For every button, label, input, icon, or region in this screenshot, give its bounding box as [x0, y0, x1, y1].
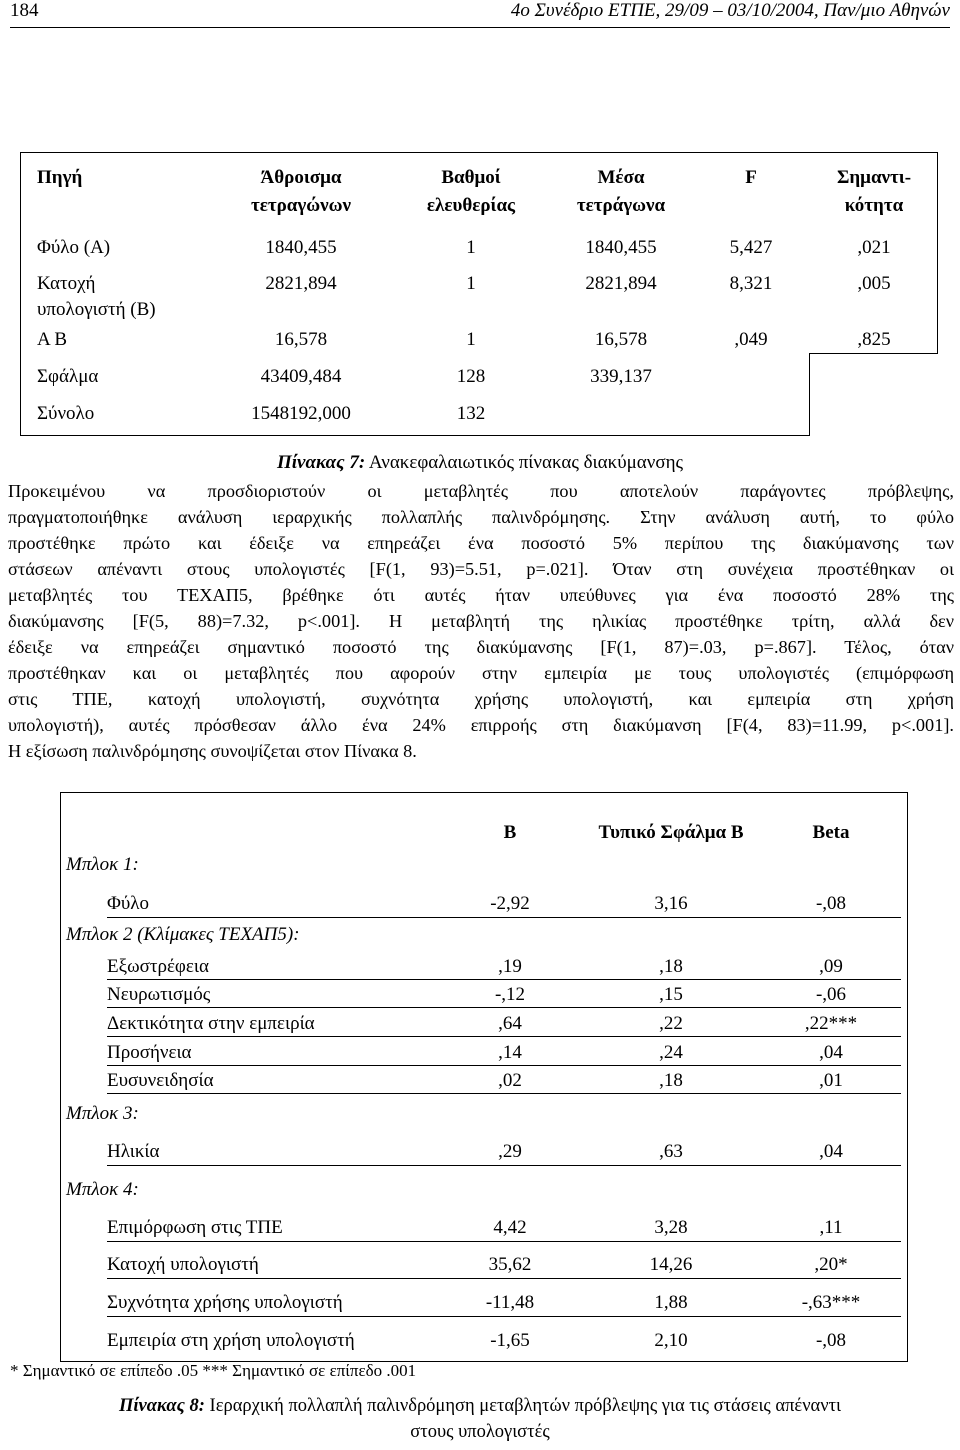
- row-label: Συχνότητα χρήσης υπολογιστή: [107, 1292, 343, 1313]
- row-ss: 43409,484: [260, 366, 342, 387]
- caption-text-cont: στους υπολογιστές: [410, 1422, 550, 1442]
- row-ss: 1840,455: [265, 237, 337, 258]
- row-ms: 2821,894: [585, 273, 657, 294]
- row-b: 4,42: [493, 1217, 527, 1238]
- row-se: ,22: [659, 1013, 683, 1034]
- row-beta: ,20*: [814, 1254, 848, 1275]
- header-sig-1: Σημαντι-: [836, 167, 912, 188]
- row-b: ,64: [498, 1013, 522, 1034]
- row-se: 1,88: [654, 1292, 688, 1313]
- caption-label: Πίνακας 8:: [118, 1396, 205, 1416]
- row-beta: -,08: [815, 1330, 847, 1351]
- paragraph-line: μεταβλητές του ΤΕΧΑΠ5, βρέθηκε ότι αυτές ήταν υπεύθυνες για ένα ποσοστό 28% της: [8, 585, 954, 605]
- row-underline: [107, 1093, 901, 1094]
- header-ss-1: Άθροισμα: [260, 167, 342, 188]
- paragraph-line: πραγματοποιήθηκε ανάλυση ιεραρχικής πολλαπλής παλινδρόμησης. Στην ανάλυση αυτή, το φύλο: [8, 507, 954, 527]
- paragraph-line: προστέθηκε πρώτο και έδειξε να επηρεάζει ένα ποσοστό 5% περίπου της διακύμανσης των: [8, 533, 954, 553]
- empty-sig-box: [809, 353, 938, 436]
- row-b: ,29: [498, 1141, 522, 1162]
- row-underline: [107, 1065, 901, 1066]
- header-source: Πηγή: [37, 167, 83, 188]
- header-ss-2: τετραγώνων: [250, 195, 352, 216]
- row-se: 3,16: [654, 893, 688, 914]
- row-label: Προσήνεια: [107, 1042, 192, 1063]
- row-se: 2,10: [654, 1330, 688, 1351]
- header-b: B: [503, 822, 517, 843]
- row-df: 1: [466, 273, 476, 294]
- row-df: 132: [456, 403, 486, 424]
- row-se: ,18: [659, 956, 683, 977]
- row-b: 35,62: [488, 1254, 532, 1275]
- row-source: A B: [37, 329, 68, 350]
- row-b: -,12: [494, 984, 526, 1005]
- paragraph-line: Η εξίσωση παλινδρόμησης συνοψίζεται στον Πίνακα 8.: [8, 741, 417, 761]
- caption-text: Ιεραρχική πολλαπλή παλινδρόμηση μεταβλητών πρόβλεψης για τις στάσεις απέναντι: [204, 1396, 842, 1416]
- row-underline: [107, 1278, 901, 1279]
- header-ms-1: Μέσα: [597, 167, 645, 188]
- row-se: ,63: [659, 1141, 683, 1162]
- header-sig-2: κότητα: [844, 195, 904, 216]
- row-beta: ,04: [819, 1042, 843, 1063]
- paragraph-line: προστέθηκαν και οι μεταβλητές που αφορούν στην εμπειρία με τους υπολογιστές (επιμόρφωση: [8, 663, 954, 683]
- row-b: -2,92: [490, 893, 530, 914]
- header-f: F: [745, 167, 757, 188]
- row-beta: -,63***: [801, 1292, 861, 1313]
- body-paragraph: [8, 478, 954, 764]
- row-df: 1: [466, 329, 476, 350]
- row-sig: ,021: [857, 237, 891, 258]
- row-label: Ευσυνειδησία: [107, 1070, 214, 1091]
- row-ss: 1548192,000: [251, 403, 351, 424]
- row-label: Ηλικία: [107, 1141, 160, 1162]
- row-underline: [107, 1036, 901, 1037]
- table-7-caption: [0, 452, 960, 474]
- caption-label: Πίνακας 7:: [276, 452, 366, 473]
- row-source: Σύνολο: [37, 403, 95, 424]
- row-ms: 339,137: [590, 366, 652, 387]
- row-underline: [107, 979, 901, 980]
- row-beta: ,04: [819, 1141, 843, 1162]
- row-ms: 16,578: [594, 329, 648, 350]
- row-label: Επιμόρφωση στις ΤΠΕ: [107, 1217, 283, 1238]
- row-se: ,15: [659, 984, 683, 1005]
- paragraph-line: στάσεων απέναντι στους υπολογιστές [F(1, 93)=5.51, p=.021]. Όταν στη συνέχεια προστέθηκαν οι: [8, 559, 954, 579]
- row-label: Εξωστρέφεια: [107, 956, 209, 977]
- row-b: -11,48: [485, 1292, 535, 1313]
- table-8-caption: [0, 1393, 960, 1445]
- row-sig: ,825: [857, 329, 891, 350]
- row-b: ,14: [498, 1042, 522, 1063]
- row-label: Δεκτικότητα στην εμπειρία: [107, 1013, 315, 1034]
- running-header: [0, 0, 960, 26]
- paragraph-line: στις ΤΠΕ, κατοχή υπολογιστή, συχνότητα χρήσης υπολογιστή, και εμπειρία στη χρήση: [8, 689, 954, 709]
- paragraph-line: Προκειμένου να προσδιοριστούν οι μεταβλητές που αποτελούν παράγοντες πρόβλεψης,: [8, 481, 954, 501]
- row-underline: [107, 1316, 901, 1317]
- row-ss: 2821,894: [265, 273, 337, 294]
- header-beta: Beta: [812, 822, 850, 843]
- row-beta: ,01: [819, 1070, 843, 1091]
- header-se: Τυπικό Σφάλμα B: [598, 822, 744, 843]
- row-source-cont: υπολογιστή (B): [37, 299, 156, 320]
- page-number: 184: [10, 0, 39, 21]
- row-f: 8,321: [729, 273, 773, 294]
- row-b: ,19: [498, 956, 522, 977]
- caption-text: Ανακεφαλαιωτικός πίνακας διακύμανσης: [365, 452, 684, 473]
- row-beta: -,08: [815, 893, 847, 914]
- block-1-label: Μπλοκ 1:: [66, 854, 139, 875]
- row-label: Νευρωτισμός: [107, 984, 211, 1005]
- row-se: ,18: [659, 1070, 683, 1091]
- row-label: Κατοχή υπολογιστή: [107, 1254, 259, 1275]
- row-underline: [107, 917, 901, 918]
- block-3-label: Μπλοκ 3:: [66, 1103, 139, 1124]
- paragraph-line: υπολογιστή), αυτές πρόσθεσαν άλλο ένα 24% επιρροής στη διακύμανση [F(4, 83)=11.99, p<.001].: [8, 715, 954, 735]
- row-underline: [107, 1165, 901, 1166]
- row-beta: -,06: [815, 984, 847, 1005]
- row-label: Εμπειρία στη χρήση υπολογιστή: [107, 1330, 355, 1351]
- row-b: -1,65: [490, 1330, 530, 1351]
- anova-table: [20, 152, 938, 436]
- row-source: Φύλο (A): [37, 237, 111, 258]
- row-df: 1: [466, 237, 476, 258]
- header-ms-2: τετράγωνα: [576, 195, 666, 216]
- row-beta: ,09: [819, 956, 843, 977]
- block-2-label: Μπλοκ 2 (Κλίμακες ΤΕΧΑΠ5):: [66, 924, 300, 945]
- row-b: ,02: [498, 1070, 522, 1091]
- row-underline: [107, 1241, 901, 1242]
- row-beta: ,22***: [804, 1013, 858, 1034]
- row-f: ,049: [734, 329, 768, 350]
- row-se: 3,28: [654, 1217, 688, 1238]
- regression-table: [60, 792, 908, 1362]
- header-df-2: ελευθερίας: [426, 195, 516, 216]
- header-rule: [10, 27, 950, 28]
- row-sig: ,005: [857, 273, 891, 294]
- row-ms: 1840,455: [585, 237, 657, 258]
- row-source: Κατοχή: [37, 273, 96, 294]
- row-f: 5,427: [729, 237, 773, 258]
- row-se: ,24: [659, 1042, 683, 1063]
- block-4-label: Μπλοκ 4:: [66, 1179, 139, 1200]
- paragraph-line: έδειξε να επηρεάζει σημαντικό ποσοστό της διακύμανσης [F(1, 87)=.03, p=.867]. Τέλος, όταν: [8, 637, 954, 657]
- row-beta: ,11: [819, 1217, 843, 1238]
- row-label: Φύλο: [107, 893, 150, 914]
- header-df-1: Βαθμοί: [441, 167, 501, 188]
- row-se: 14,26: [649, 1254, 693, 1275]
- table-8-footnote: * Σημαντικό σε επίπεδο .05 *** Σημαντικό σε επίπεδο .001: [10, 1361, 417, 1380]
- row-source: Σφάλμα: [37, 366, 99, 387]
- row-df: 128: [456, 366, 486, 387]
- paragraph-line: διακύμανσης [F(5, 88)=7.32, p<.001]. Η μεταβλητή της ηλικίας προστέθηκε τρίτη, αλλά δεν: [8, 611, 954, 631]
- row-underline: [107, 1007, 901, 1008]
- conference-title: 4ο Συνέδριο ΕΤΠΕ, 29/09 – 03/10/2004, Παν/μιο Αθηνών: [510, 0, 950, 21]
- row-ss: 16,578: [274, 329, 328, 350]
